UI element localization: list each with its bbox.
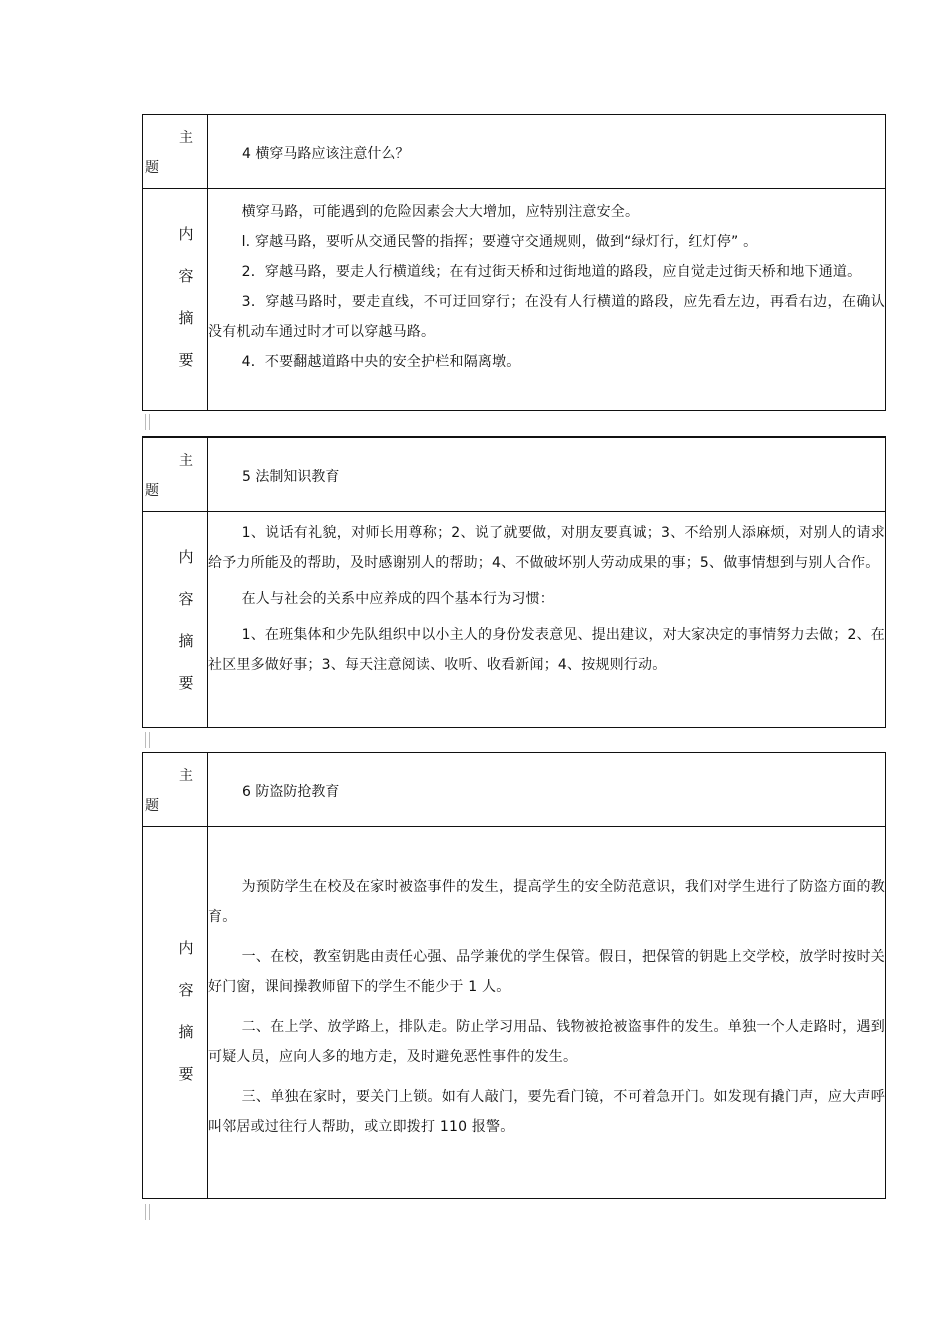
content-cell xyxy=(208,511,886,727)
title-label-cell xyxy=(143,437,208,511)
content-label: 内 容 摘 要 xyxy=(178,939,194,1083)
title-label-char: 题 xyxy=(145,483,159,499)
title-label-char: 主 xyxy=(179,453,193,469)
content-paragraph: l. 穿越马路，要听从交通民警的指挥；要遵守交通规则，做到“绿灯行，红灯停” 。 xyxy=(241,234,758,250)
content-label-cell xyxy=(143,189,208,411)
content-label: 内 容 摘 要 xyxy=(178,547,194,692)
content-cell xyxy=(208,827,886,1199)
content-paragraph: 在人与社会的关系中应养成的四个基本行为习惯： xyxy=(241,590,554,607)
title-cell xyxy=(208,437,886,511)
title-label-char: 题 xyxy=(145,798,159,814)
title-label-cell xyxy=(143,115,208,189)
content-paragraph: 3．穿越马路时，要走直线，不可迂回穿行；在没有人行横道的路段，应先看左边，再看右边，在确认没有机动车通过时才可以穿越马路。 xyxy=(208,294,885,340)
title-label-char: 主 xyxy=(179,130,193,146)
section-title: 6 防盗防抢教育 xyxy=(242,784,340,800)
title-label-char: 主 xyxy=(179,768,193,784)
content-label-cell xyxy=(143,511,208,727)
content-label-cell xyxy=(143,827,208,1199)
title-label-cell xyxy=(143,753,208,827)
section-divider-mark xyxy=(145,1204,150,1220)
section-table-1 xyxy=(142,114,886,411)
title-label-char: 题 xyxy=(145,160,159,176)
section-table-3 xyxy=(142,752,886,1199)
content-paragraph: 4．不要翻越道路中央的安全护栏和隔离墩。 xyxy=(241,354,521,370)
content-paragraph: 一、在校，教室钥匙由责任心强、品学兼优的学生保管。假日，把保管的钥匙上交学校，放学时按时关好门窗，课间操教师留下的学生不能少于 1 人。 xyxy=(208,949,885,995)
section-title: 4 横穿马路应该注意什么？ xyxy=(242,146,410,162)
content-paragraph: 为预防学生在校及在家时被盗事件的发生，提高学生的安全防范意识，我们对学生进行了防盗方面的教育。 xyxy=(208,879,885,925)
title-cell xyxy=(208,115,886,189)
content-paragraph: 1、说话有礼貌，对师长用尊称；2、说了就要做，对朋友要真诚；3、不给别人添麻烦，对别人的请求给予力所能及的帮助，及时感谢别人的帮助；4、不做破坏别人劳动成果的事；5、做事情想到与别人合作。 xyxy=(208,524,885,571)
content-paragraph: 1、在班集体和少先队组织中以小主人的身份发表意见、提出建议，对大家决定的事情努力去做；2、在社区里多做好事；3、每天注意阅读、收听、收看新闻；4、按规则行动。 xyxy=(208,626,885,673)
section-divider-mark xyxy=(145,414,150,430)
content-paragraph: 二、在上学、放学路上，排队走。防止学习用品、钱物被抢被盗事件的发生。单独一个人走路时，遇到可疑人员，应向人多的地方走，及时避免恶性事件的发生。 xyxy=(208,1019,885,1065)
content-cell xyxy=(208,189,886,411)
title-cell xyxy=(208,753,886,827)
section-table-2 xyxy=(142,436,886,728)
content-paragraph: 三、单独在家时，要关门上锁。如有人敲门，要先看门镜，不可着急开门。如发现有撬门声，应大声呼叫邻居或过往行人帮助，或立即拨打 110 报警。 xyxy=(208,1089,885,1135)
content-paragraph: 横穿马路，可能遇到的危险因素会大大增加，应特别注意安全。 xyxy=(241,204,640,220)
section-divider-mark xyxy=(145,732,150,748)
content-paragraph: 2．穿越马路，要走人行横道线；在有过街天桥和过街地道的路段，应自觉走过街天桥和地下通道。 xyxy=(241,264,862,280)
content-label: 内 容 摘 要 xyxy=(178,225,194,369)
section-title: 5 法制知识教育 xyxy=(242,469,340,485)
